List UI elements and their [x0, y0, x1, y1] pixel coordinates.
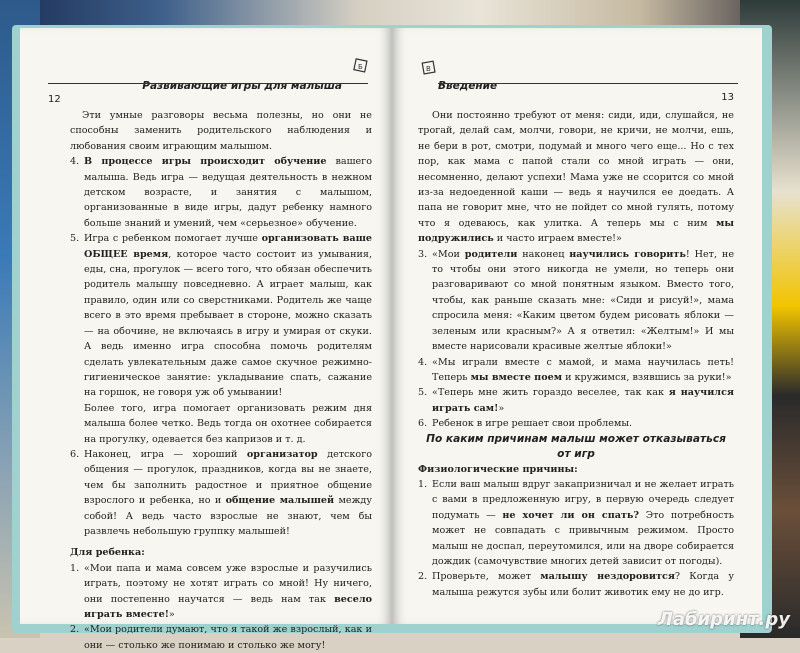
item-number: 3.	[418, 248, 428, 260]
bold-phrase: я научился играть сам!	[432, 387, 734, 414]
item-text: и часто играем вместе!»	[493, 233, 622, 245]
item-text: Игра с ребенком помогает лучше	[84, 233, 262, 245]
list-item	[70, 447, 372, 539]
item-number: 4.	[70, 156, 80, 168]
item-text: «Мои родители думают, что я такой же взрослый, как и они — столько же понимаю и столько же могу!	[84, 624, 372, 651]
left-page-body	[70, 108, 372, 653]
item-text: Наконец, игра — хороший	[84, 448, 247, 460]
item-text: ? Когда у малыша режутся зубы или болит животик ему не до игр.	[432, 571, 734, 598]
item-number: 6.	[418, 418, 428, 430]
item-text: Проверьте, может	[432, 571, 541, 583]
item-text: ! Нет, не то чтобы они этого никогда не умели, но теперь они разговаривают со мной понятным языком. Вместо того, чтобы, как раньше сказать мне: «Сиди и рисуй!», мама спросила меня: «Каким цветом будем рисовать яблоки — зеленым или красным?» А я ответил: «Желтым!» И мы вместе нарисовали красивые желтые яблоки!»	[432, 248, 735, 353]
svg-text:В: В	[426, 65, 431, 73]
item-text: Это потребность может не совпадать с привычным режимом. Просто малыш не доспал, переутомился, или на дворе собирается дождик (самочувствие многих детей зависит от погоды).	[432, 509, 734, 567]
item-text: и кружимся, взявшись за руки!»	[562, 371, 732, 383]
bold-phrase: организатор	[246, 448, 318, 460]
right-page	[392, 28, 762, 624]
continued-paragraph	[418, 108, 734, 247]
item-number: 1.	[418, 478, 428, 490]
bold-phrase: не хочет ли он спать?	[502, 509, 640, 521]
item-text: вашего малыша. Ведь игра — ведущая деятельность в нежном детском возрасте, и занятия с малышом, организованные в виде игры, дадут ребенку намного больше знаний и умений, чем «серьезное» обучение.	[84, 156, 372, 229]
item-number: 1.	[70, 562, 80, 574]
list-item	[70, 622, 372, 653]
child-heading: Для ребенка:	[70, 547, 145, 559]
item-text: , которое часто состоит из умывания, еды, сна, прогулок — всего того, что обязан обеспечить родитель малышу повседневно. А играет малыш, как правило, один или со сверстниками. Родитель же чаще всего в это время пребывает в стороне, можно сказать — на обочине, не включаясь в игру и умирая от скуки. А ведь именно игра способна помочь родителям сделать увлекательным даже самое скучное режимно-гигиеническое занятие: укладывание спать, сажание на горшок, не говоря уж об умывании!	[84, 248, 372, 399]
list-item	[418, 569, 734, 600]
running-title: Развивающие игры для малыша	[142, 80, 342, 92]
watermark: Лабиринт.ру	[657, 609, 790, 630]
item-number: 5.	[418, 387, 428, 399]
left-page	[20, 28, 392, 651]
item-number: 2.	[418, 571, 428, 583]
blocks-icon	[420, 58, 438, 76]
item-number: 5.	[70, 233, 80, 245]
item-paragraph: Более того, игра помогает организовать режим дня малыша более четко. Ведь тогда он охотнее собирается на прогулку, одевается без капризов и т. д.	[84, 402, 372, 445]
item-number: 6.	[70, 448, 80, 460]
list-item	[418, 385, 734, 416]
bold-phrase: малышу нездоровится	[540, 571, 675, 583]
item-text: наконец	[517, 248, 570, 260]
item-text: »	[168, 609, 175, 620]
item-text: детского общения — прогулок, праздников, когда вы не знаете, чем бы заполнить радостное и приятное общение взрослого и ребенка, но и	[84, 448, 372, 507]
item-text: «Мои папа и мама совсем уже взрослые и разучились играть, поэтому не хотят играть со мной! Ну ничего, они постепенно научатся — ведь нам так	[84, 562, 372, 605]
bold-phrase: организовать ваше ОБЩЕЕ время	[84, 233, 372, 260]
item-text: «Теперь мне жить гораздо веселее, так как	[432, 387, 669, 399]
item-text: «Мы играли вместе с мамой, и мама научилась петь! Теперь	[432, 356, 734, 383]
blocks-icon	[352, 56, 370, 74]
running-title: Введение	[438, 80, 498, 92]
bold-phrase: научились говорить	[569, 248, 686, 260]
list-item	[70, 154, 372, 231]
list-item	[418, 477, 734, 569]
bold-phrase: мы подружились	[418, 217, 734, 245]
bold-phrase: мы вместе поем	[470, 371, 563, 383]
item-number: 4.	[418, 356, 428, 368]
bold-phrase: родители	[464, 248, 518, 260]
list-item	[70, 561, 372, 623]
left-page-header	[48, 56, 368, 105]
intro-paragraph: Эти умные разговоры весьма полезны, но они не способны заменить родительского наблюдения и любования своим играющим малышом.	[70, 110, 372, 152]
page-number: 12	[48, 94, 61, 105]
bold-phrase: В процессе игры происходит обучение	[84, 156, 327, 168]
item-number: 2.	[70, 624, 80, 636]
right-page-header	[438, 56, 738, 103]
right-page-body	[418, 108, 734, 600]
item-text: между собой! А ведь часто взрослые не знают, чем бы развлечь небольшую группку малышей!	[84, 495, 372, 537]
header-rule	[48, 83, 368, 84]
item-text: Если ваш малыш вдруг закапризничал и не желает играть с вами в предложенную игру, в первую очередь следует подумать —	[432, 478, 734, 521]
item-text: Они постоянно требуют от меня: сиди, иди, слушайся, не трогай, делай сам, молчи, говори, не кричи, не молчи, ешь, не бери в рот, смотри, подумай и много чего еще... Но с тех пор, как мама с папой стали со мной играть — они, несомненно, делают успехи! Мама уже не ссорится со мной из-за недоеденной каши — ведь я научился ее доедать. А папа не говорит мне, что не пойдет со мной гулять, потому что я одеваюсь, как улитка. А теперь мы с ним	[418, 110, 734, 229]
list-item	[70, 231, 372, 447]
bold-phrase: общение малышей	[225, 495, 335, 507]
svg-text:Б: Б	[358, 63, 363, 71]
page-number: 13	[721, 92, 734, 103]
header-rule	[438, 83, 738, 84]
physiological-heading: Физиологические причины:	[418, 463, 578, 475]
item-text: »	[498, 402, 505, 414]
list-item	[418, 416, 734, 431]
item-text: «Мои	[432, 248, 465, 260]
bold-phrase: весело играть вместе!	[84, 593, 372, 620]
list-item	[418, 355, 734, 386]
list-item	[418, 247, 734, 355]
section-title: По каким причинам малыш может отказываться от игр	[426, 432, 726, 460]
item-text: Ребенок в игре решает свои проблемы.	[432, 418, 633, 430]
